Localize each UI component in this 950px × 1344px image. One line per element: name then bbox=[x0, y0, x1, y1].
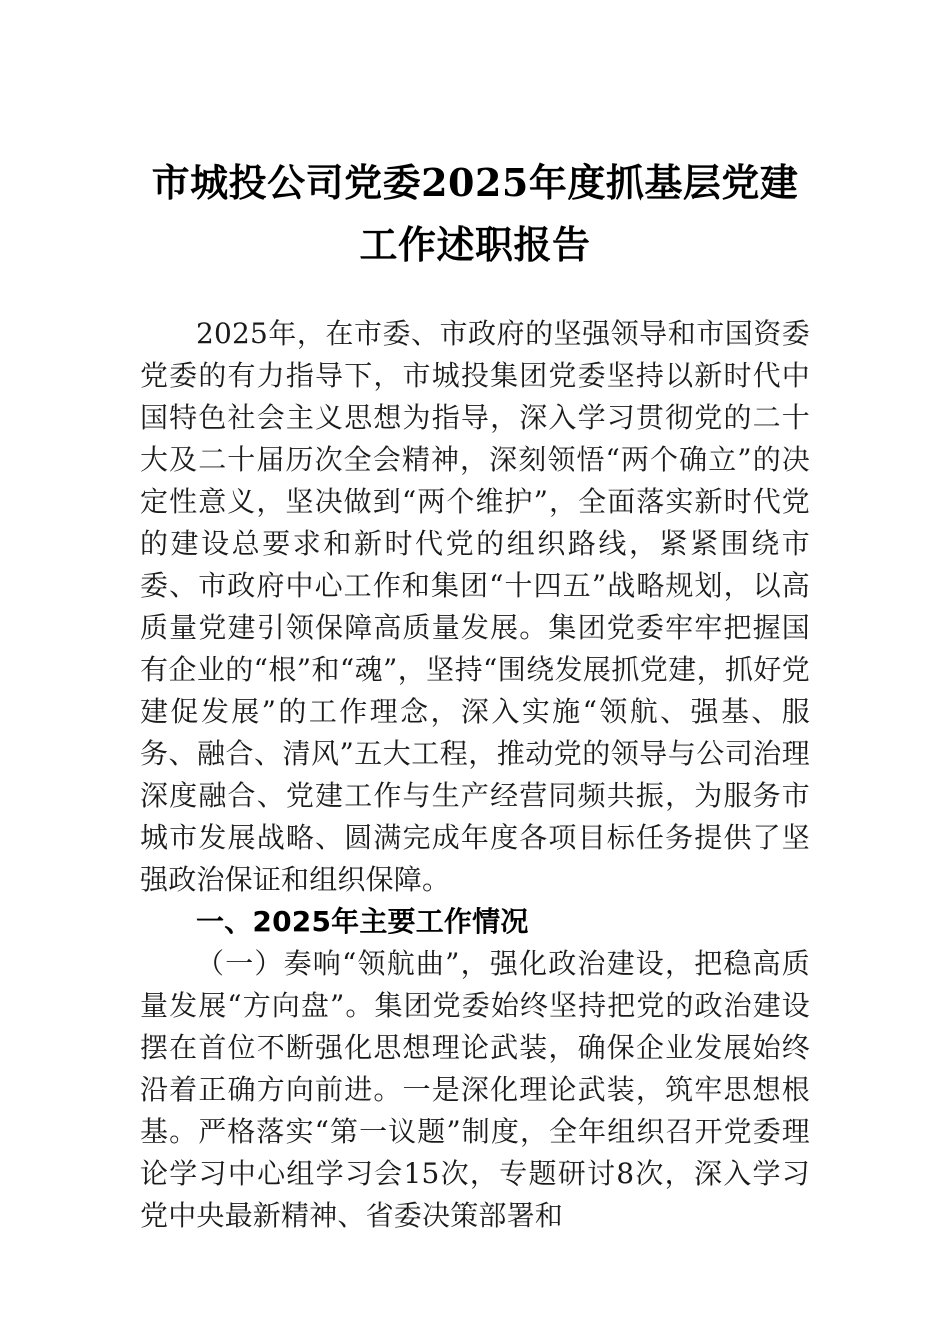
body-paragraph-2: （一）奏响“领航曲”，强化政治建设，把稳高质量发展“方向盘”。集团党委始终坚持把党的政治建设摆在首位不断强化思想理论武装，确保企业发展始终沿着正确方向前进。一是深化理论武装，筑牢思想根基。严格落实“第一议题”制度，全年组织召开党委理论学习中心组学习会15次，专题研讨8次，深入学习党中央最新精神、省委决策部署和 bbox=[140, 947, 810, 1233]
body-paragraph-1: 2025年，在市委、市政府的坚强领导和市国资委党委的有力指导下，市城投集团党委坚持以新时代中国特色社会主义思想为指导，深入学习贯彻党的二十大及二十届历次全会精神，深刻领悟“两个确立”的决定性意义，坚决做到“两个维护”，全面落实新时代党的建设总要求和新时代党的组织路线，紧紧围绕市委、市政府中心工作和集团“十四五”战略规划，以高质量党建引领保障高质量发展。集团党委牢牢把握国有企业的“根”和“魂”，坚持“围绕发展抓党建，抓好党建促发展”的工作理念，深入实施“领航、强基、服务、融合、清风”五大工程，推动党的领导与公司治理深度融合、党建工作与生产经营同频共振，为服务市城市发展战略、圆满完成年度各项目标任务提供了坚强政治保证和组织保障。 bbox=[140, 317, 810, 897]
document-title bbox=[140, 0, 810, 275]
document-title-line-2: 述职报告 bbox=[436, 221, 591, 267]
document-title-line-1: 市城投公司党委2025年度抓基层党建工作 bbox=[151, 160, 799, 267]
section-heading-1: 一、2025年主要工作情况 bbox=[196, 905, 529, 939]
document-body bbox=[140, 275, 810, 1237]
